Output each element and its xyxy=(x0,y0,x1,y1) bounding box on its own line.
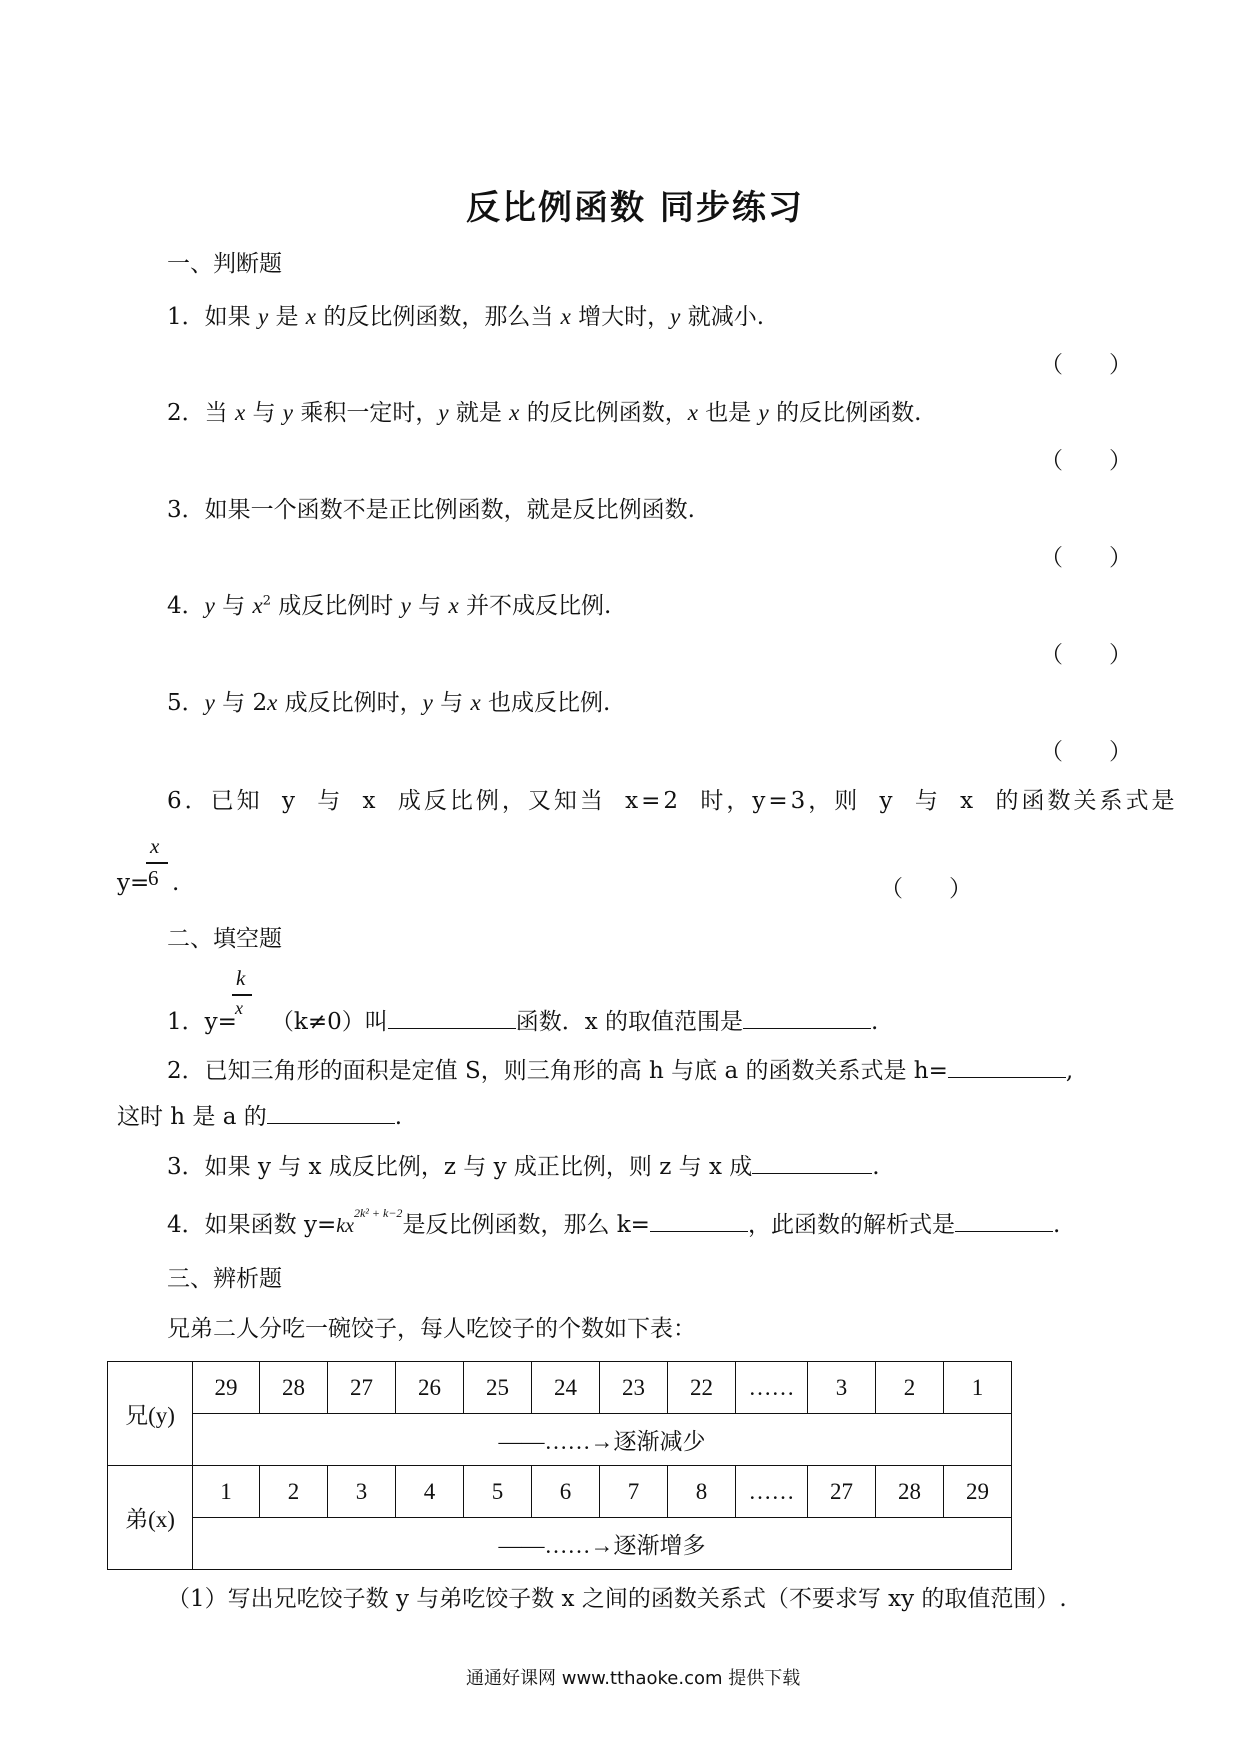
table-cell: 29 xyxy=(944,1466,1012,1518)
answer-bracket-2[interactable]: （ ） xyxy=(1040,448,1132,474)
answer-bracket-5[interactable]: （ ） xyxy=(1040,739,1132,765)
judgment-question-3: 3．如果一个函数不是正比例函数，就是反比例函数. xyxy=(167,497,695,523)
table-cell: 2 xyxy=(876,1362,944,1414)
table-cell: 8 xyxy=(668,1466,736,1518)
table-cell: …… xyxy=(736,1466,808,1518)
table-cell: 4 xyxy=(396,1466,464,1518)
row-label-brother: 兄(y) xyxy=(108,1362,193,1466)
page-footer: 通通好课网 www.tthaoke.com 提供下载 xyxy=(466,1668,801,1689)
fraction-bar xyxy=(146,862,168,864)
table-cell: 7 xyxy=(600,1466,668,1518)
trend-decreasing: ——……→逐渐减少 xyxy=(193,1414,1012,1466)
table-cell: 28 xyxy=(876,1466,944,1518)
table-cell: 26 xyxy=(396,1362,464,1414)
fill2-blank-b[interactable] xyxy=(267,1103,395,1124)
fill4-blank-b[interactable] xyxy=(955,1211,1053,1232)
judgment-question-6-end: . xyxy=(172,870,180,896)
table-cell: 5 xyxy=(464,1466,532,1518)
table-cell: 29 xyxy=(193,1362,260,1414)
table-cell: 27 xyxy=(328,1362,396,1414)
table-cell: 2 xyxy=(260,1466,328,1518)
fill-question-3: 3．如果 y 与 x 成反比例，z 与 y 成正比例，则 z 与 x 成 . xyxy=(167,1154,880,1180)
fill4-blank-a[interactable] xyxy=(650,1211,748,1232)
judgment-question-6-line1: 6．已知 y 与 x 成反比例，又知当 x=2 时，y=3，则 y 与 x 的函数关系式是 xyxy=(167,788,1178,814)
table-cell: 22 xyxy=(668,1362,736,1414)
page-title: 反比例函数 同步练习 xyxy=(466,188,804,228)
fill-question-4: 4．如果函数 $y=kx^{2k^2 + k-2}$是反比例函数，那么 k= ，此函数的解析式是 . xyxy=(167,1206,1061,1238)
fill2-blank-a[interactable] xyxy=(948,1057,1066,1078)
answer-bracket-4[interactable]: （ ） xyxy=(1040,642,1132,668)
table-cell: 1 xyxy=(944,1362,1012,1414)
table-cell: 25 xyxy=(464,1362,532,1414)
table-cell: 28 xyxy=(260,1362,328,1414)
trend-increasing: ——……→逐渐增多 xyxy=(193,1518,1012,1570)
judgment-question-6-prefix: y= xyxy=(117,870,150,896)
fill1-blank-b[interactable] xyxy=(743,1008,871,1029)
section-heading-judgment: 一、判断题 xyxy=(167,251,282,277)
analysis-question-1: （1）写出兄吃饺子数 y 与弟吃饺子数 x 之间的函数关系式（不要求写 xy 的取值范围）. xyxy=(167,1586,1067,1612)
table-cell: 1 xyxy=(193,1466,260,1518)
section-heading-analysis: 三、辨析题 xyxy=(167,1266,282,1292)
table-cell: 6 xyxy=(532,1466,600,1518)
table-cell: 3 xyxy=(808,1362,876,1414)
judgment-question-4: 4．y 与 $x^2$ 成反比例时 y 与 x 并不成反比例. xyxy=(167,593,612,619)
table-row xyxy=(108,1466,1012,1518)
table-cell: 24 xyxy=(532,1362,600,1414)
table-cell: 23 xyxy=(600,1362,668,1414)
answer-bracket-3[interactable]: （ ） xyxy=(1040,545,1132,571)
fill1-blank-a[interactable] xyxy=(388,1008,516,1029)
fill3-blank[interactable] xyxy=(752,1153,872,1174)
table-cell: 3 xyxy=(328,1466,396,1518)
fill-question-2-line1: 2．已知三角形的面积是定值 S，则三角形的高 h 与底 a 的函数关系式是 h= , xyxy=(167,1058,1074,1084)
fill-question-2-line2: 这时 h 是 a 的 . xyxy=(117,1104,403,1130)
section-heading-fill-blank: 二、填空题 xyxy=(167,926,282,952)
table-cell: …… xyxy=(736,1362,808,1414)
fraction-denominator: 6 xyxy=(148,866,159,890)
fill1-fraction-bar xyxy=(232,994,252,996)
table-cell: 27 xyxy=(808,1466,876,1518)
row-label-younger-brother: 弟(x) xyxy=(108,1466,193,1570)
fill1-denominator: x xyxy=(235,998,243,1018)
answer-bracket-6[interactable]: （ ） xyxy=(880,876,972,902)
dumpling-table xyxy=(107,1361,1012,1570)
fill-question-1: 1．y= （k≠0）叫 函数．x 的取值范围是 . xyxy=(167,1009,879,1035)
analysis-intro: 兄弟二人分吃一碗饺子，每人吃饺子的个数如下表： xyxy=(167,1316,696,1342)
judgment-question-2: 2．当 x 与 y 乘积一定时，y 就是 x 的反比例函数，x 也是 y 的反比例函数. xyxy=(167,400,922,426)
answer-bracket-1[interactable]: （ ） xyxy=(1040,352,1132,378)
fill1-numerator: k xyxy=(236,966,246,990)
table-row xyxy=(108,1518,1012,1570)
table-row xyxy=(108,1414,1012,1466)
table-row xyxy=(108,1362,1012,1414)
judgment-question-5: 5．y 与 2x 成反比例时，y 与 x 也成反比例. xyxy=(167,690,611,716)
judgment-question-1: 1．如果 y 是 x 的反比例函数，那么当 x 增大时，y 就减小. xyxy=(167,304,765,330)
fraction-numerator: x xyxy=(150,834,160,858)
